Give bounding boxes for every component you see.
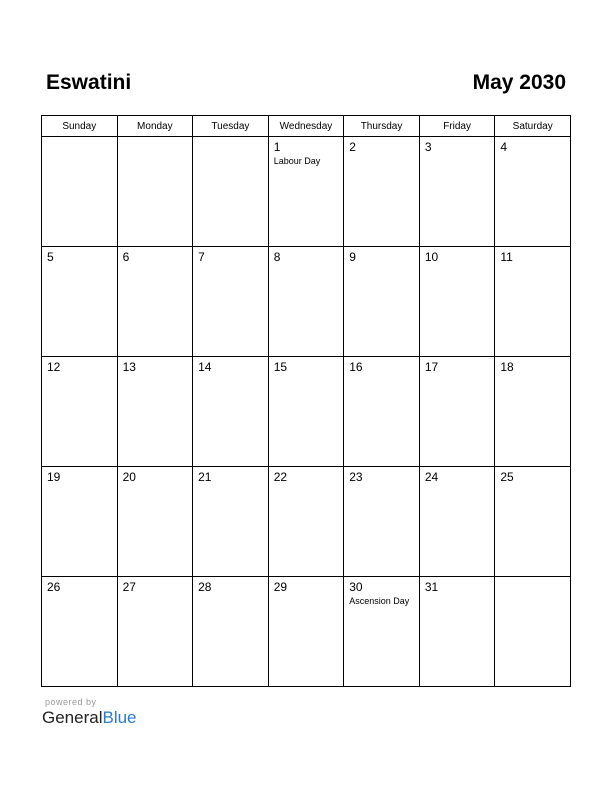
day-number: 22 bbox=[273, 470, 288, 484]
day-number: 11 bbox=[500, 250, 513, 264]
day-number: 12 bbox=[47, 360, 61, 374]
day-number: 23 bbox=[349, 470, 363, 484]
day-cell bbox=[419, 467, 495, 577]
day-cell bbox=[268, 357, 344, 467]
day-number: 2 bbox=[349, 140, 356, 154]
day-cell bbox=[117, 357, 193, 467]
day-number: 17 bbox=[424, 360, 439, 374]
day-number: 25 bbox=[500, 470, 514, 484]
week-row bbox=[42, 247, 571, 357]
day-cell bbox=[419, 137, 495, 247]
month-year-title: May 2030 bbox=[472, 71, 566, 94]
day-cell bbox=[117, 137, 193, 247]
day-number: 8 bbox=[273, 250, 281, 264]
day-cell bbox=[268, 577, 344, 687]
brand-logo[interactable] bbox=[42, 708, 137, 728]
weekday-header: Friday bbox=[419, 116, 495, 137]
day-cell bbox=[344, 577, 420, 687]
day-cell bbox=[117, 247, 193, 357]
day-number: 24 bbox=[424, 470, 439, 484]
weekday-header: Tuesday bbox=[193, 116, 269, 137]
day-cell bbox=[117, 467, 193, 577]
day-number: 7 bbox=[198, 250, 205, 264]
day-number: 28 bbox=[198, 580, 212, 594]
day-number: 1 bbox=[273, 140, 281, 154]
day-cell bbox=[193, 247, 269, 357]
day-cell bbox=[117, 577, 193, 687]
day-number: 13 bbox=[122, 360, 136, 374]
day-number: 29 bbox=[273, 580, 288, 594]
day-cell bbox=[419, 247, 495, 357]
day-cell bbox=[42, 247, 118, 357]
day-number: 31 bbox=[424, 580, 439, 594]
day-number: 18 bbox=[500, 360, 514, 374]
day-cell bbox=[42, 467, 118, 577]
weekday-header: Monday bbox=[117, 116, 193, 137]
day-number: 10 bbox=[424, 250, 439, 264]
holiday-label: Labour Day bbox=[273, 156, 321, 166]
weekday-header: Saturday bbox=[495, 116, 571, 137]
day-cell bbox=[344, 247, 420, 357]
powered-by-text: powered by bbox=[45, 697, 97, 707]
day-cell bbox=[419, 577, 495, 687]
day-number: 21 bbox=[198, 470, 212, 484]
week-row bbox=[42, 467, 571, 577]
day-number: 14 bbox=[198, 360, 212, 374]
weekday-header-row bbox=[42, 116, 571, 137]
week-row bbox=[42, 357, 571, 467]
day-cell bbox=[193, 577, 269, 687]
day-cell bbox=[495, 577, 571, 687]
day-number: 19 bbox=[47, 470, 61, 484]
day-number: 5 bbox=[47, 250, 54, 264]
day-cell bbox=[268, 247, 344, 357]
day-cell bbox=[268, 467, 344, 577]
calendar-grid bbox=[41, 115, 571, 687]
day-cell bbox=[344, 467, 420, 577]
day-cell bbox=[419, 357, 495, 467]
day-number: 15 bbox=[273, 360, 288, 374]
country-title: Eswatini bbox=[46, 71, 132, 94]
day-cell bbox=[495, 137, 571, 247]
day-number: 30 bbox=[349, 580, 363, 594]
day-cell bbox=[193, 357, 269, 467]
weekday-header: Wednesday bbox=[268, 116, 344, 137]
holiday-label: Ascension Day bbox=[349, 596, 410, 606]
day-cell bbox=[495, 467, 571, 577]
day-number: 26 bbox=[47, 580, 61, 594]
day-number: 27 bbox=[122, 580, 136, 594]
day-number: 3 bbox=[424, 140, 432, 154]
day-cell bbox=[344, 137, 420, 247]
day-number: 20 bbox=[122, 470, 136, 484]
day-number: 4 bbox=[500, 140, 508, 154]
brand-general-text: General bbox=[42, 708, 103, 727]
day-cell bbox=[42, 137, 118, 247]
day-cell bbox=[344, 357, 420, 467]
brand-blue-text: Blue bbox=[102, 708, 137, 727]
day-cell bbox=[268, 137, 344, 247]
day-cell bbox=[193, 137, 269, 247]
day-number: 9 bbox=[349, 250, 356, 264]
day-number: 16 bbox=[349, 360, 363, 374]
week-row bbox=[42, 577, 571, 687]
day-cell bbox=[42, 577, 118, 687]
day-cell bbox=[495, 357, 571, 467]
day-number: 6 bbox=[122, 250, 130, 264]
weekday-header: Thursday bbox=[344, 116, 420, 137]
week-row bbox=[42, 137, 571, 247]
day-cell bbox=[495, 247, 571, 357]
day-cell bbox=[193, 467, 269, 577]
weekday-header: Sunday bbox=[42, 116, 118, 137]
day-cell bbox=[42, 357, 118, 467]
